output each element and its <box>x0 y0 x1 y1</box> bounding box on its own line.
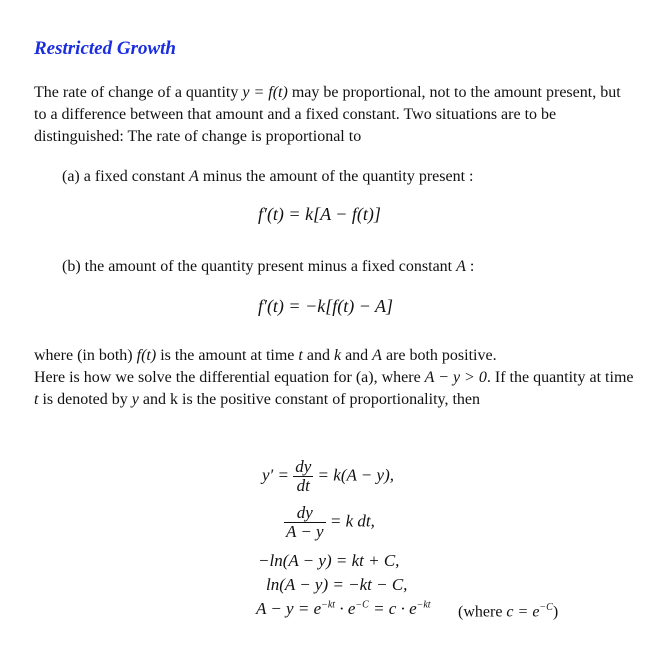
derivation-line-2 <box>284 504 375 541</box>
body-text-1: where (in both) <box>34 347 137 364</box>
intro-paragraph <box>34 82 634 148</box>
line2-rhs: = k dt, <box>329 511 375 531</box>
body-text-5: are both positive. <box>381 347 497 364</box>
case-a-text <box>62 168 473 186</box>
fraction-denominator: dt <box>296 476 310 495</box>
equation-b: f′(t) = −k[f(t) − A] <box>258 296 394 316</box>
derivation-line-1 <box>262 458 394 495</box>
line5-exponent-2: −C <box>355 599 369 611</box>
line5-part-c: = c · e <box>368 599 417 618</box>
note-close: ) <box>552 603 559 621</box>
body-text-3: and <box>302 347 334 364</box>
line1-rhs: = k(A − y), <box>317 465 394 485</box>
note-expression: c = e <box>506 603 540 621</box>
case-b-rest: : <box>465 258 475 275</box>
case-a-label: (a) a fixed constant <box>62 168 190 185</box>
case-a-rest: minus the amount of the quantity present : <box>198 168 474 185</box>
fraction-denominator: A − y <box>286 522 324 541</box>
line5-part-a: A − y = e <box>256 599 322 618</box>
fraction-numerator: dy <box>295 457 312 476</box>
body-var-k: k <box>333 347 342 364</box>
body-var-y: y <box>131 391 139 408</box>
body-expr-f-t: f(t) <box>136 347 157 364</box>
body-text-9: and k is the positive constant of proportionality, then <box>138 391 481 408</box>
body-text-4: and <box>341 347 373 364</box>
equation-a: f′(t) = k[A − f(t)] <box>258 204 381 224</box>
case-b-text <box>62 258 474 276</box>
explanation-paragraph <box>34 345 634 411</box>
case-b-label: (b) the amount of the quantity present minus a fixed constant <box>62 258 457 275</box>
note-exponent: −C <box>539 602 553 613</box>
intro-expression: y = f(t) <box>242 84 288 101</box>
body-text-7: . If the quantity at time <box>486 369 634 386</box>
intro-text-2: may be proportional, not to the amount present, but to a difference between that amount and a fixed constant. Two situations are to be distinguished: The rate of change is proportional to <box>34 84 621 145</box>
derivation-line-4: ln(A − y) = −kt − C, <box>266 575 408 594</box>
body-text-8: is denoted by <box>38 391 132 408</box>
constant-note <box>458 602 558 621</box>
line5-exponent-3: −kt <box>416 599 431 611</box>
derivation-line-5 <box>256 599 431 619</box>
case-b-variable: A <box>456 258 466 275</box>
page-title: Restricted Growth <box>34 38 176 59</box>
derivation-line-3: −ln(A − y) = kt + C, <box>258 551 400 570</box>
case-a-variable: A <box>189 168 199 185</box>
body-var-t: t <box>298 347 303 364</box>
body-text-2: is the amount at time <box>156 347 299 364</box>
body-var-A: A <box>372 347 382 364</box>
body-var-t-2: t <box>34 391 39 408</box>
fraction-dy-over-A-y <box>284 504 326 541</box>
line1-lhs: y′ = <box>262 465 289 485</box>
line5-exponent-1: −kt <box>321 599 336 611</box>
body-text-6: Here is how we solve the differential equation for (a), where <box>34 369 425 386</box>
fraction-dy-dt <box>293 458 313 495</box>
fraction-numerator: dy <box>284 504 326 523</box>
body-expr-condition: A − y > 0 <box>424 369 487 386</box>
intro-text-1: The rate of change of a quantity <box>34 84 243 101</box>
note-open: (where <box>458 603 507 621</box>
line5-part-b: · e <box>335 599 356 618</box>
